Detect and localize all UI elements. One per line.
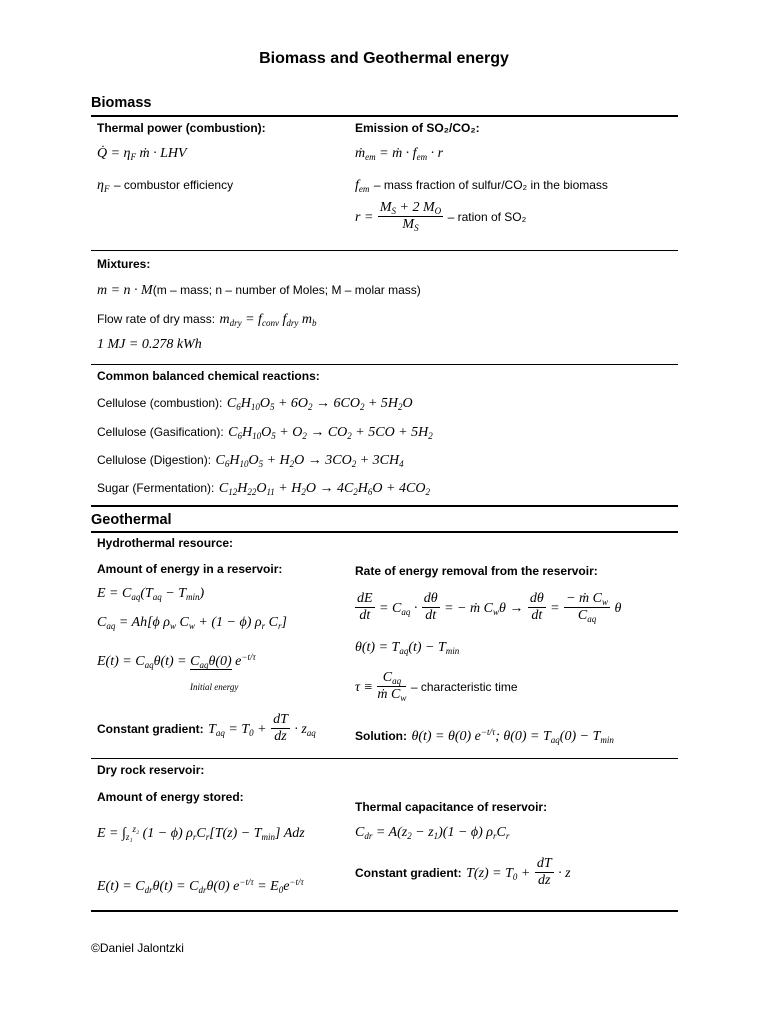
characteristic-time-row: τ ≡ $\frac{C_{aq}}{ṁ C_w}$ – characteristic time	[355, 670, 518, 704]
mass-fraction-desc: – mass fraction of sulfur/CO₂ in the biomass	[373, 178, 608, 192]
characteristic-time-desc: – characteristic time	[410, 680, 518, 695]
reaction-row: Cellulose (Digestion): $C_6H_{10}O_5 + H_2O \to 3CO_2 + 3CH_4$	[97, 453, 404, 469]
constant-gradient-label-2: Constant gradient:	[355, 865, 462, 880]
solution-label: Solution:	[355, 729, 407, 743]
reaction-row: Sugar (Fermentation): $C_{12}H_{22}O_{11} + H_2O \to 4C_2H_6O + 4CO_2$	[97, 481, 430, 497]
thermal-power-formula: Q̇ = $\eta_F$ ṁ · LHV	[97, 146, 187, 162]
combustor-efficiency-desc: – combustor efficiency	[113, 178, 234, 192]
divider	[91, 115, 678, 117]
reaction-label: Cellulose (combustion):	[97, 396, 223, 410]
reaction-row: Cellulose (combustion): $C_6H_{10}O_5 + 6O_2 \to 6CO_2 + 5H_2O$	[97, 396, 413, 412]
thermal-capacitance-label: Thermal capacitance of reservoir:	[355, 800, 548, 814]
reactions-label: Common balanced chemical reactions:	[97, 369, 320, 383]
thermal-power-label: Thermal power (combustion):	[97, 121, 266, 135]
combustor-efficiency-row: $\eta_F$ – combustor efficiency	[97, 178, 234, 194]
theta-formula: $\theta(t) = T_{aq}(t) - T_{min}$	[355, 640, 460, 656]
reaction-row: Cellulose (Gasification): $C_6H_{10}O_5 + O_2 \to CO_2 + 5CO + 5H_2$	[97, 425, 433, 441]
constant-gradient-row-2: Constant gradient: $T(z) = T_0$ + $\frac{dT}{dz}$ · z	[355, 856, 571, 889]
emission-label: Emission of SO₂/CO₂:	[355, 121, 480, 135]
stored-energy-formula: $E = \int_{z_1}^{z_2}$ (1 − ϕ) $\rho_rC_r[T(z) - T_{min}]$ Adz	[97, 824, 305, 842]
reaction-label: Sugar (Fermentation):	[97, 481, 215, 495]
energy-formula: $E = C_{aq}(T_{aq} - T_{min})$	[97, 586, 205, 602]
constant-gradient-label: Constant gradient:	[97, 721, 204, 736]
rate-removal-label: Rate of energy removal from the reservoir:	[355, 564, 598, 578]
page-title: Biomass and Geothermal energy	[259, 50, 509, 67]
solution-row: Solution: θ(t) = θ(0) $e^{-t/\tau}$; $\theta(0) = T_{aq}(0) - T_{min}$	[355, 727, 614, 745]
ratio-desc: – ration of SO₂	[447, 210, 527, 225]
divider	[91, 910, 678, 912]
hydrothermal-label: Hydrothermal resource:	[97, 536, 234, 550]
emission-formula: ṁ$_{em}$ = ṁ · $f_{em} \cdot r$	[355, 146, 444, 162]
biomass-heading: Biomass	[91, 95, 152, 111]
ratio-row: r = $\frac{M_S + 2 M_O}{M_S}$ – ration of SO₂	[355, 200, 527, 234]
mixtures-row: m = n · M(m – mass; n – number of Moles; M – molar mass)	[97, 283, 421, 298]
dry-rock-capacitance-formula: $C_{dr} = A(z_2 - z_1)(1 - \phi)$ $\rho_rC_r$	[355, 825, 510, 841]
flow-rate-label: Flow rate of dry mass:	[97, 312, 216, 326]
copyright-footer: ©Daniel Jalontzki	[91, 941, 184, 955]
divider	[91, 250, 678, 251]
reaction-label: Cellulose (Gasification):	[97, 425, 224, 439]
capacitance-formula: $C_{aq} = Ah[\phi$ $\rho_w$ $C_w + (1 - \phi)$ $\rho_r$ $C_r$]	[97, 615, 287, 631]
divider	[91, 758, 678, 759]
mixtures-desc: (m – mass; n – number of Moles; M – molar mass)	[152, 283, 421, 297]
dry-rock-energy-formula: $E(t) = C_{dr}\theta(t) = C_{dr}\theta(0) e^{-t/\tau} = E_0e^{-t/\tau}$	[97, 877, 304, 895]
initial-energy-note: Initial energy	[190, 682, 239, 692]
geothermal-heading: Geothermal	[91, 512, 172, 528]
constant-gradient-row: Constant gradient: $T_{aq} = T_0$ + $\frac{dT}{dz}$ · $z_{aq}$	[97, 712, 316, 745]
amount-energy-label: Amount of energy in a reservoir:	[97, 562, 283, 576]
divider	[91, 505, 678, 507]
flow-rate-row: Flow rate of dry mass: $m_{dry} = f_{conv}$ $f_{dry}$ $m_b$	[97, 312, 317, 328]
rate-formula: $\frac{dE}{dt}$ = $C_{aq}$ · $\frac{d\theta}{dt}$ = − ṁ $C_w\theta$ → $\frac{d\theta}{dt}$ = $\frac{- ṁ C_w}{C_{aq}}$ θ	[357, 591, 622, 625]
amount-stored-label: Amount of energy stored:	[97, 790, 244, 804]
divider	[91, 531, 678, 533]
reaction-label: Cellulose (Digestion):	[97, 453, 212, 467]
energy-conversion-formula: 1 MJ = 0.278 kWh	[97, 337, 202, 352]
dry-rock-label: Dry rock reservoir:	[97, 763, 205, 777]
mass-fraction-row: $f_{em}$ – mass fraction of sulfur/CO₂ in the biomass	[355, 178, 608, 194]
energy-time-formula: $E(t) = C_{aq}\theta(t) = C_{aq}\theta(0)$ $e^{-t/\tau}$	[97, 652, 256, 670]
divider	[91, 364, 678, 365]
mixtures-label: Mixtures:	[97, 257, 151, 271]
